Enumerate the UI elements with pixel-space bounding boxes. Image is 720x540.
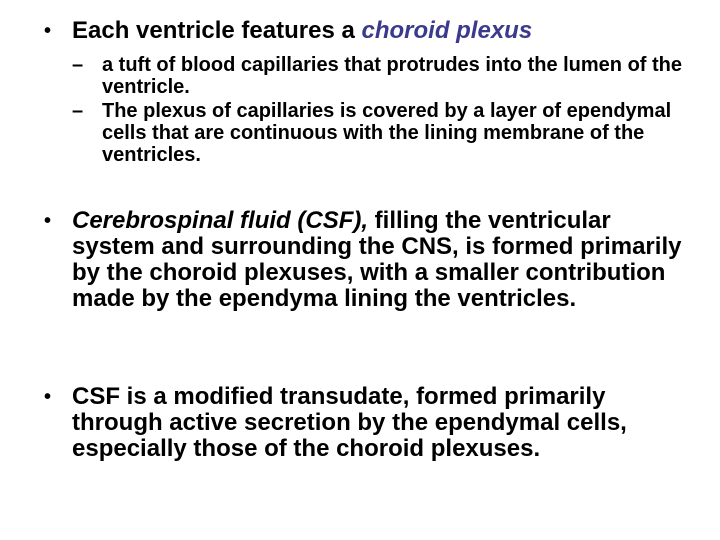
sub-bullet-text: a tuft of blood capillaries that protrudes into the lumen of the ventricle. xyxy=(102,54,683,98)
bullet-marker: • xyxy=(44,386,52,408)
choroid-plexus-term: choroid plexus xyxy=(361,17,533,44)
bullet-text: CSF is a modified transudate, formed primarily through active secretion by the ependymal cells, especially those of the choroid plexuses. xyxy=(72,383,627,462)
sub-bullet-marker: – xyxy=(72,100,84,122)
bullet-row xyxy=(44,208,694,312)
bullet-row xyxy=(44,18,694,44)
bullet-text xyxy=(72,18,694,44)
sub-bullet-list xyxy=(72,54,694,166)
bullet-marker: • xyxy=(44,210,52,232)
csf-term: Cerebrospinal fluid (CSF), xyxy=(72,207,369,234)
sub-bullet-item xyxy=(72,100,694,166)
bullet-row xyxy=(44,384,694,462)
bullet-text xyxy=(72,208,694,312)
sub-bullet-item xyxy=(72,54,694,98)
sub-bullet-text: The plexus of capillaries is covered by a layer of ependymal cells that are continuous with the lining membrane of the ventricles. xyxy=(102,100,672,166)
bullet-choroid-plexus xyxy=(44,18,694,168)
bullet-csf-definition xyxy=(44,208,694,312)
bullet-marker: • xyxy=(44,20,52,42)
sub-bullet-marker: – xyxy=(72,54,84,76)
bullet-text-lead: Each ventricle features a xyxy=(72,17,362,44)
bullet-text-body: filling the ventricular system and surrounding the CNS, is formed primarily by the choroid plexuses, with a smaller contribution made by the ependyma lining the ventricles. xyxy=(72,207,682,312)
bullet-csf-transudate xyxy=(44,384,694,462)
